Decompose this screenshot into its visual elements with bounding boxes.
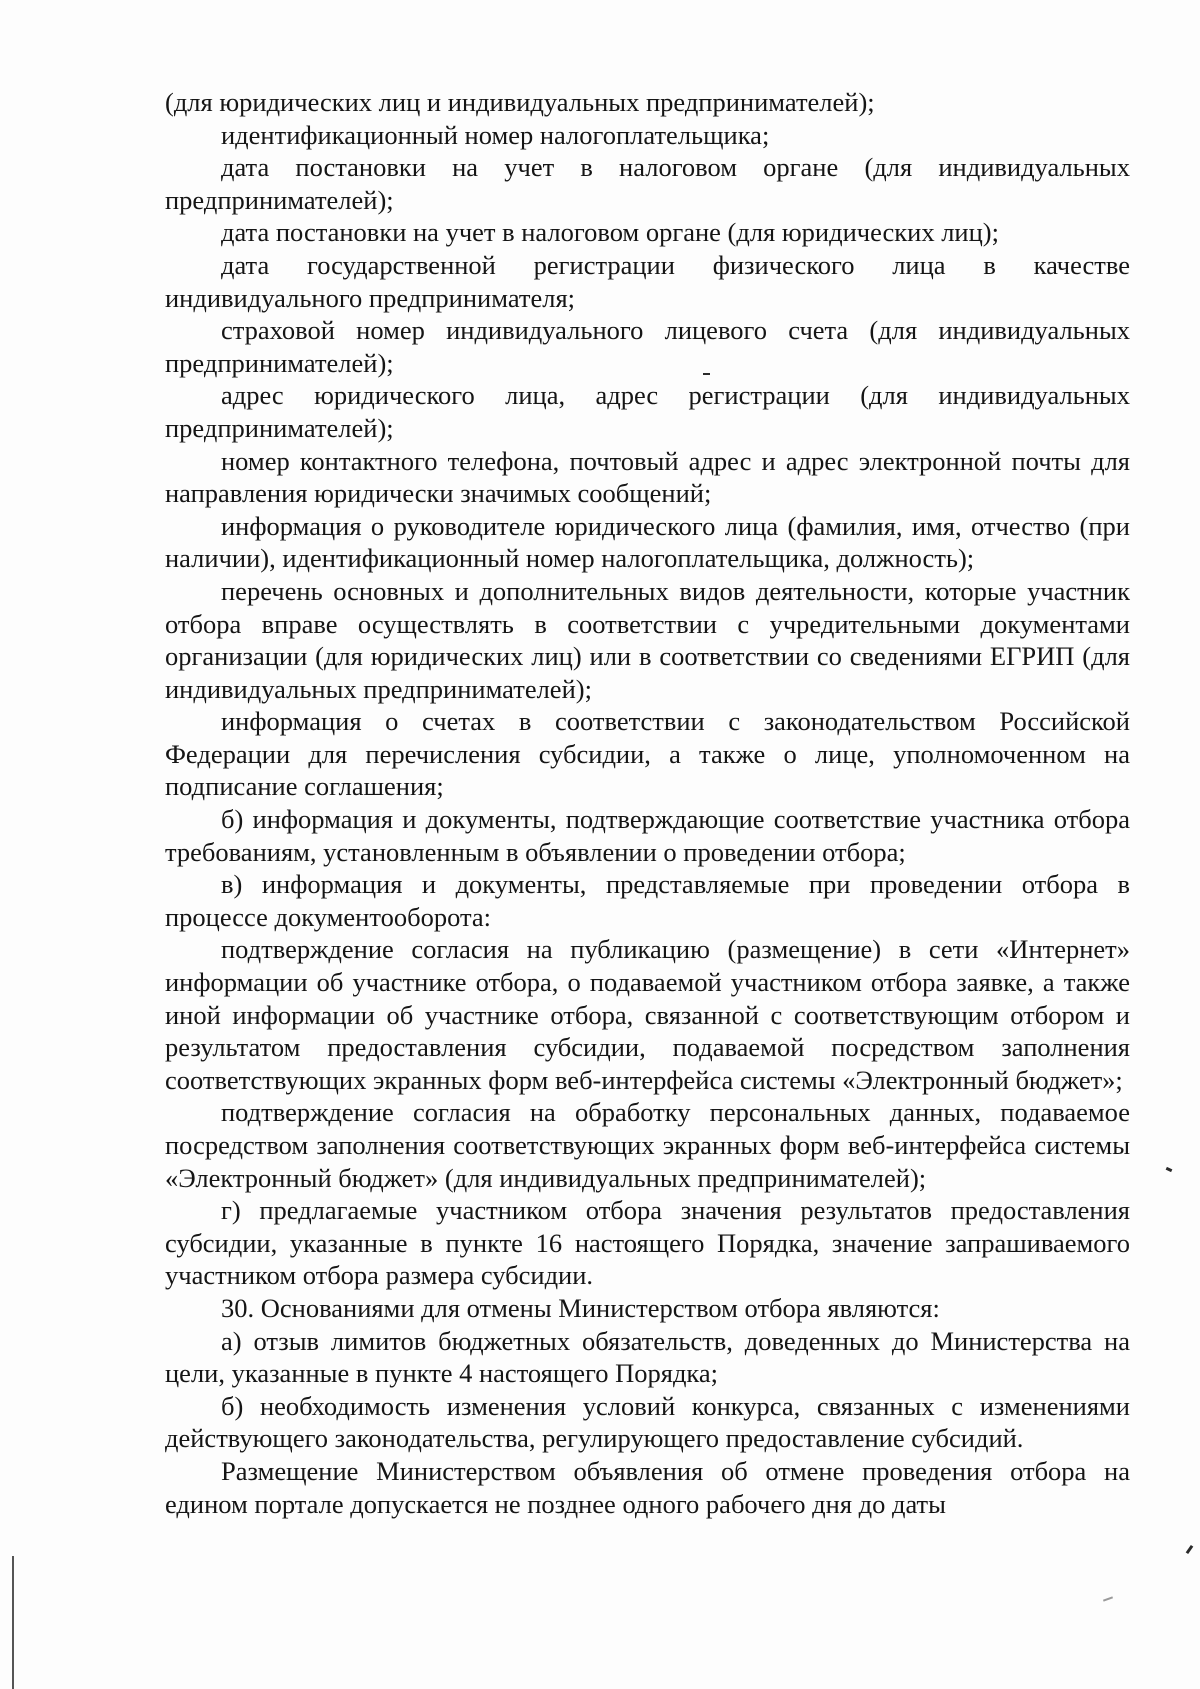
paragraph-insurance-number: страховой номер индивидуального лицевого счета (для индивидуальных предпринимателей);	[165, 315, 1130, 378]
paragraph-item-b-compliance: б) информация и документы, подтверждающие соответствие участника отбора требованиям, установленным в объявлении о проведении отбора;	[165, 804, 1130, 867]
paragraph-item-v-documents: в) информация и документы, представляемые при проведении отбора в процессе документооборота:	[165, 869, 1130, 932]
paragraph-activity-list: перечень основных и дополнительных видов деятельности, которые участник отбора вправе осуществлять в соответствии с учредительными документами организации (для юридических лиц) или в соответствии со сведениями ЕГРИП (для индивидуальных предпринимателей);	[165, 575, 1130, 704]
paragraph-item-a-limits: а) отзыв лимитов бюджетных обязательств, доведенных до Министерства на цели, указанные в пункте 4 настоящего Порядка;	[165, 1325, 1130, 1389]
paragraph-section-30: 30. Основаниями для отмены Министерством отбора являются:	[221, 1292, 940, 1323]
scan-edge-line	[12, 1556, 14, 1689]
paragraph-head-info: информация о руководителе юридического лица (фамилия, имя, отчество (при наличии), идентификационный номер налогоплательщика, должность);	[165, 510, 1130, 574]
scan-dash-mark	[703, 373, 710, 375]
paragraph-address: адрес юридического лица, адрес регистрации (для индивидуальных предпринимателей);	[165, 380, 1130, 443]
paragraph-publication-consent: подтверждение согласия на публикацию (размещение) в сети «Интернет» информации об участнике отбора, о подаваемой участником отбора заявке, а также иной информации об участнике отбора, связанной с соответствующим отбором и результатом предоставления субсидии, подаваемой посредством заполнения соответствующих экранных форм веб-интерфейса системы «Электронный бюджет»;	[165, 934, 1130, 1095]
paragraph-taxpayer-id: идентификационный номер налогоплательщика;	[221, 119, 770, 150]
document-body	[165, 86, 1130, 1520]
paragraph-cancellation-notice: Размещение Министерством объявления об отмене проведения отбора на едином портале допускается не позднее одного рабочего дня до даты	[165, 1455, 1130, 1519]
scan-corner-mark	[1186, 1545, 1194, 1554]
paragraph-personal-data-consent: подтверждение согласия на обработку персональных данных, подаваемое посредством заполнения соответствующих экранных форм веб-интерфейса системы «Электронный бюджет» (для индивидуальных предпринимателей);	[165, 1097, 1130, 1193]
scan-faint-mark	[1103, 1596, 1113, 1601]
scan-tick-mark	[1166, 1167, 1173, 1172]
paragraph-tax-registration-date-ie: дата постановки на учет в налоговом органе (для индивидуальных предпринимателей);	[165, 152, 1130, 215]
paragraph-item-b-conditions: б) необходимость изменения условий конкурса, связанных с изменениями действующего законодательства, регулирующего предоставление субсидий.	[165, 1390, 1130, 1454]
paragraph-bank-accounts: информация о счетах в соответствии с законодательством Российской Федерации для перечисления субсидии, а также о лице, уполномоченном на подписание соглашения;	[165, 706, 1130, 802]
paragraph-contacts: номер контактного телефона, почтовый адрес и адрес электронной почты для направления юридически значимых сообщений;	[165, 445, 1130, 509]
paragraph-item-g-results: г) предлагаемые участником отбора значения результатов предоставления субсидии, указанные в пункте 16 настоящего Порядка, значение запрашиваемого участником отбора размера субсидии.	[165, 1195, 1130, 1291]
paragraph-state-registration-date: дата государственной регистрации физического лица в качестве индивидуального предпринимателя;	[165, 249, 1130, 313]
paragraph-tax-registration-date-le: дата постановки на учет в налоговом органе (для юридических лиц);	[221, 217, 999, 248]
paragraph-applicant-type-note: (для юридических лиц и индивидуальных предпринимателей);	[165, 87, 875, 117]
